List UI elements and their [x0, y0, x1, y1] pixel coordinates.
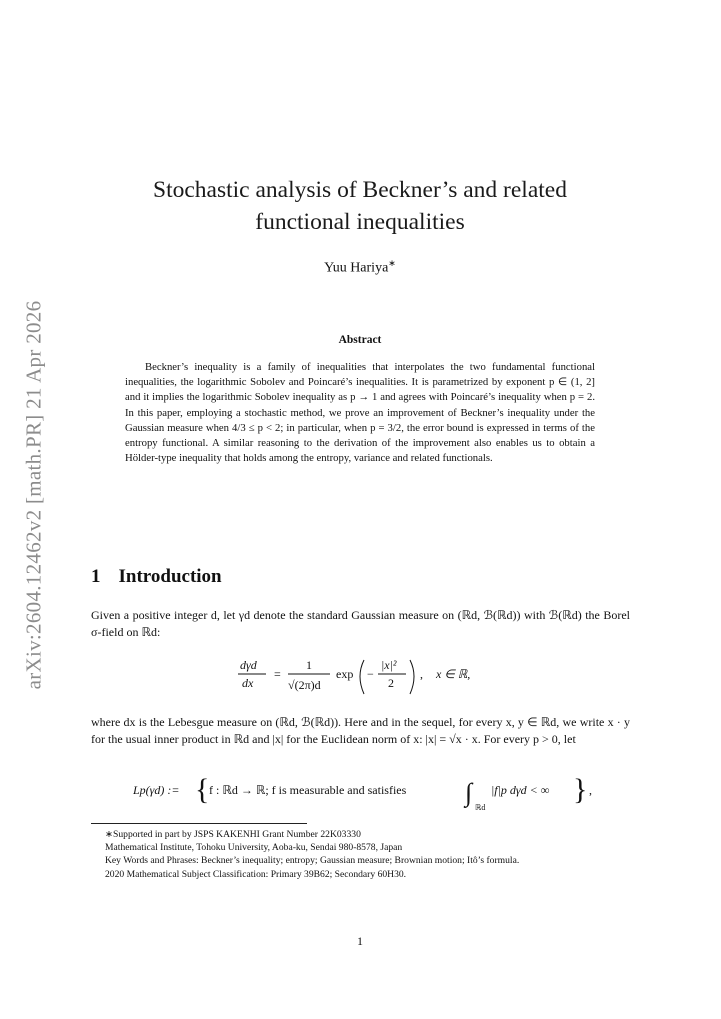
eq1-exp-numerator: |x|² [381, 658, 397, 672]
eq1-coef-numerator: 1 [306, 658, 312, 672]
footnotes [91, 828, 630, 881]
footnote-affiliation: Mathematical Institute, Tohoku University, Aoba-ku, Sendai 980-8578, Japan [105, 842, 403, 854]
footnote-msc: 2020 Mathematical Subject Classification: Primary 39B62; Secondary 60H30. [105, 868, 407, 880]
abstract-body: Beckner’s inequality is a family of inequalities that interpolates the two fundamental functional inequalities, the logarithmic Sobolev and Poincaré’s inequalities. It is parametrized by exponent p ∈ (1, 2] and it implies the logarithmic Sobolev inequality as p → 1 and agrees with Poincaré’s inequality when p = 2. In this paper, employing a stochastic method, we prove an improvement of Beckner’s inequality under the Gaussian measure when 4/3 ≤ p < 2; in particular, when p = 3/2, the error bound is expressed in terms of the entropy functional. A similar reasoning to the derivation of the improvement also enables us to obtain a Hölder-type inequality that holds among the entropy, variance and related functionals. [125, 361, 595, 465]
paragraph-2: where dx is the Lebesgue measure on (ℝd, ℬ(ℝd)). Here and in the sequel, for every x, y ∈ ℝd, we write x · y for the usual inner product in ℝd and |x| for the Euclidean norm of x: |x| = √x · x. For every p > 0, let [91, 715, 630, 746]
abstract-heading: Abstract [338, 334, 382, 346]
equation-lp-space [133, 768, 603, 814]
eq2-integral-domain: ℝd [475, 803, 486, 812]
eq1-exp-denominator: 2 [388, 676, 394, 690]
equation-2-svg [133, 768, 603, 814]
footnote-keywords: Key Words and Phrases: Beckner’s inequality; entropy; Gaussian measure; Brownian motion; Itô’s formula. [105, 855, 520, 867]
paragraph-1: Given a positive integer d, let γd denote the standard Gaussian measure on (ℝd, ℬ(ℝd)) with ℬ(ℝd) the Borel σ-field on ℝd: [91, 608, 630, 639]
eq1-condition: x ∈ ℝ, [436, 667, 471, 681]
eq1-exp: exp [336, 667, 354, 681]
author-name: Yuu Hariya [324, 260, 389, 276]
eq1-right-paren [410, 660, 414, 694]
title-line-1: Stochastic analysis of Beckner’s and related [153, 177, 567, 203]
arxiv-identifier-stamp: arXiv:2604.12462v2 [math.PR] 21 Apr 2026 [21, 300, 46, 690]
section-title: Introduction [118, 566, 222, 587]
eq2-set-close-brace: } [573, 773, 588, 806]
eq2-set-open-brace: { [195, 773, 210, 806]
equation-1-svg [230, 652, 500, 700]
page-number: 1 [357, 934, 363, 948]
author-line [90, 258, 630, 277]
eq1-left-paren [360, 660, 364, 694]
eq2-lhs: Lp(γd) := [133, 783, 180, 797]
eq1-minus: − [367, 667, 374, 681]
paper-title [90, 174, 630, 238]
footnote-funding: ∗Supported in part by JSPS KAKENHI Grant Number 22K03330 [105, 829, 361, 840]
eq1-lhs-denominator: dx [242, 676, 254, 690]
section-heading [91, 566, 222, 588]
author-footnote-mark: ∗ [388, 258, 396, 268]
eq2-integrand: |f|p dγd < ∞ [491, 783, 550, 797]
eq2-integral-sign: ∫ [465, 778, 473, 807]
eq2-trailing-comma: , [589, 783, 592, 797]
eq1-coef-denominator: √(2π)d [288, 678, 321, 692]
title-line-2: functional inequalities [255, 209, 465, 235]
section-number: 1 [91, 566, 101, 587]
eq2-set-body: f : ℝd → ℝ; f is measurable and satisfies [209, 783, 407, 797]
eq1-lhs-numerator: dγd [240, 658, 257, 672]
eq1-comma: , [420, 667, 423, 681]
footnote-divider [91, 823, 307, 824]
equation-gaussian-density [230, 652, 500, 700]
eq1-equals: = [274, 667, 281, 681]
